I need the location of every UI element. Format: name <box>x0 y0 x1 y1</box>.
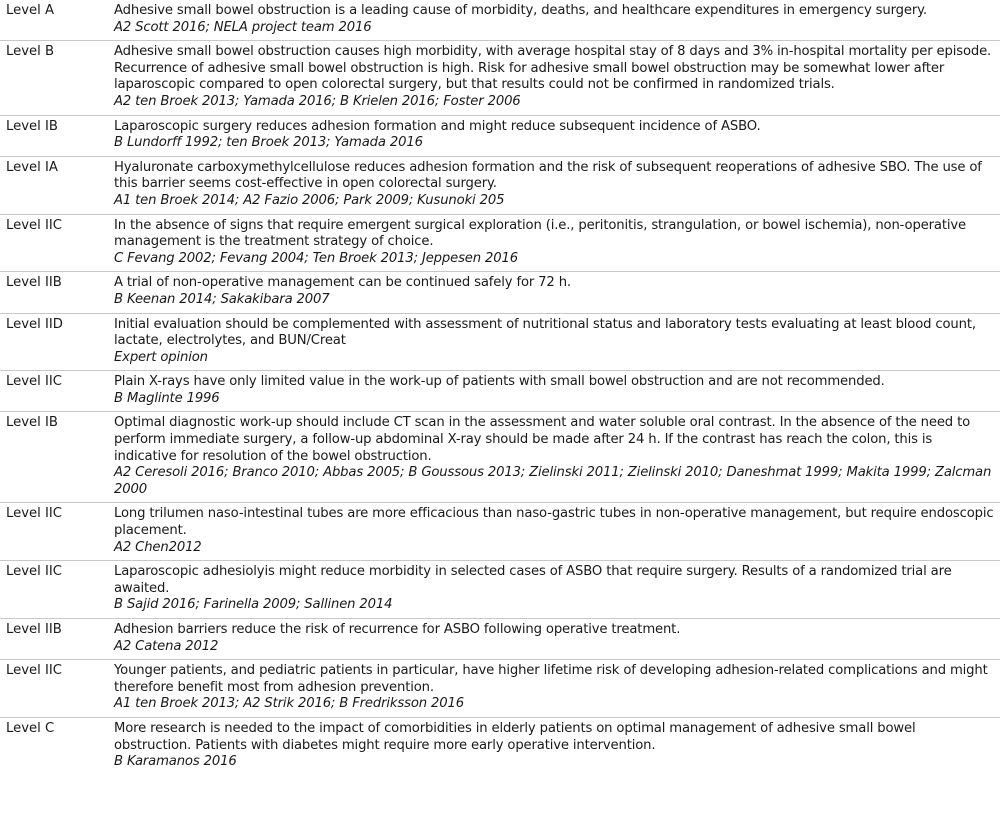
evidence-level: Level IIC <box>6 564 62 580</box>
statement-text: Long trilumen naso-intestinal tubes are more efficacious than naso-gastric tubes in non-operative management, but require endoscopic placement. <box>114 506 994 539</box>
evidence-level: Level B <box>6 44 55 60</box>
reference-text: A2 Scott 2016; NELA project team 2016 <box>114 19 372 35</box>
table-row <box>0 157 1000 215</box>
reference-text: Expert opinion <box>114 349 208 365</box>
evidence-level: Level IA <box>6 159 58 175</box>
statement-cell <box>114 564 1000 614</box>
evidence-level: Level IB <box>6 415 58 431</box>
reference-text: B Maglinte 1996 <box>114 390 220 406</box>
table-row <box>0 41 1000 115</box>
table-row <box>0 718 1000 775</box>
statement-cell <box>114 622 1000 655</box>
statement-text: A trial of non-operative management can be continued safely for 72 h. <box>114 275 571 291</box>
table-row <box>0 412 1000 503</box>
reference-text: B Karamanos 2016 <box>114 754 237 770</box>
statement-cell <box>114 506 1000 556</box>
reference-text: B Lundorff 1992; ten Broek 2013; Yamada 2016 <box>114 135 423 151</box>
table-row <box>0 619 1000 660</box>
evidence-level: Level A <box>6 3 55 18</box>
statement-text: Younger patients, and pediatric patients in particular, have higher lifetime risk of developing adhesion-related complications and might therefore benefit most from adhesion prevention. <box>114 663 988 695</box>
table-row <box>0 272 1000 313</box>
statement-cell <box>114 663 1000 713</box>
table-row <box>0 314 1000 372</box>
evidence-level: Level IIB <box>6 622 62 637</box>
statement-cell <box>114 374 1000 407</box>
reference-text: A1 ten Broek 2013; A2 Strik 2016; B Fredriksson 2016 <box>114 696 464 712</box>
statement-text: Adhesion barriers reduce the risk of recurrence for ASBO following operative treatment. <box>114 622 681 637</box>
table-row <box>0 371 1000 412</box>
reference-text: A2 Catena 2012 <box>114 638 219 654</box>
statement-text: More research is needed to the impact of comorbidities in elderly patients on optimal management of adhesive small bowel obstruction. Patients with diabetes might require more early operative intervention. <box>114 720 916 753</box>
statement-cell <box>114 275 1000 308</box>
table-row <box>0 561 1000 619</box>
statement-text: Optimal diagnostic work-up should include CT scan in the assessment and water soluble oral contrast. In the absence of the need to perform immediate surgery, a follow-up abdominal X-ray should be made after 24 h. If the contrast has reach the colon, this is indicative for resolution of the bowel obstruction. <box>114 415 971 464</box>
statement-text: Laparoscopic surgery reduces adhesion formation and might reduce subsequent incidence of ASBO. <box>114 118 761 134</box>
table-row <box>0 116 1000 157</box>
evidence-level: Level IIC <box>6 506 62 522</box>
statement-text: Adhesive small bowel obstruction is a leading cause of morbidity, deaths, and healthcare expenditures in emergency surgery. <box>114 3 927 18</box>
evidence-level: Level C <box>6 720 55 736</box>
table-row <box>0 660 1000 718</box>
statement-text: Initial evaluation should be complemented with assessment of nutritional status and laboratory tests evaluating at least blood count, lactate, electrolytes, and BUN/Creat <box>114 316 976 349</box>
statement-cell <box>114 160 1000 210</box>
evidence-level: Level IB <box>6 118 58 134</box>
evidence-level: Level IIB <box>6 275 62 291</box>
statement-cell <box>114 119 1000 152</box>
statement-cell <box>114 3 1000 36</box>
reference-text: C Fevang 2002; Fevang 2004; Ten Broek 2013; Jeppesen 2016 <box>114 250 518 266</box>
statement-text: Plain X-rays have only limited value in the work-up of patients with small bowel obstruction and are not recommended. <box>114 374 885 390</box>
reference-text: A1 ten Broek 2014; A2 Fazio 2006; Park 2009; Kusunoki 205 <box>114 192 505 208</box>
reference-text: B Sajid 2016; Farinella 2009; Sallinen 2014 <box>114 597 393 613</box>
evidence-level: Level IIC <box>6 663 62 679</box>
statement-text: In the absence of signs that require emergent surgical exploration (i.e., peritonitis, strangulation, or bowel ischemia), non-operative management is the treatment strategy of choice. <box>114 217 966 250</box>
statement-cell <box>114 415 1000 498</box>
statement-text: Laparoscopic adhesiolyis might reduce morbidity in selected cases of ASBO that require surgery. Results of a randomized trial are awaited. <box>114 564 952 596</box>
statement-cell <box>114 218 1000 268</box>
statement-text: Adhesive small bowel obstruction causes high morbidity, with average hospital stay of 8 days and 3% in-hospital mortality per episode. Recurrence of adhesive small bowel obstruction is high. Risk for adhesive small bowel obstruction may be somewhat lower after laparoscopic compared to open colorectal surgery, but that results could not be confirmed in randomized trials. <box>114 44 992 93</box>
table-row <box>0 0 1000 41</box>
evidence-level: Level IID <box>6 316 63 332</box>
statement-text: Hyaluronate carboxymethylcellulose reduces adhesion formation and the risk of subsequent reoperations of adhesive SBO. The use of this barrier seems cost-effective in open colorectal surgery. <box>114 159 982 192</box>
statement-cell <box>114 44 1000 110</box>
reference-text: B Keenan 2014; Sakakibara 2007 <box>114 291 330 307</box>
statement-cell <box>114 721 1000 771</box>
evidence-level: Level IIC <box>6 374 62 390</box>
table-row <box>0 503 1000 561</box>
reference-text: A2 ten Broek 2013; Yamada 2016; B Krielen 2016; Foster 2006 <box>114 93 521 109</box>
statement-cell <box>114 317 1000 367</box>
table-row <box>0 215 1000 273</box>
evidence-level: Level IIC <box>6 217 62 233</box>
reference-text: A2 Chen2012 <box>114 539 202 555</box>
reference-text: A2 Ceresoli 2016; Branco 2010; Abbas 2005; B Goussous 2013; Zielinski 2011; Zielinski 2010; Daneshmat 1999; Makita 1999; Zalcman 2000 <box>114 465 992 497</box>
